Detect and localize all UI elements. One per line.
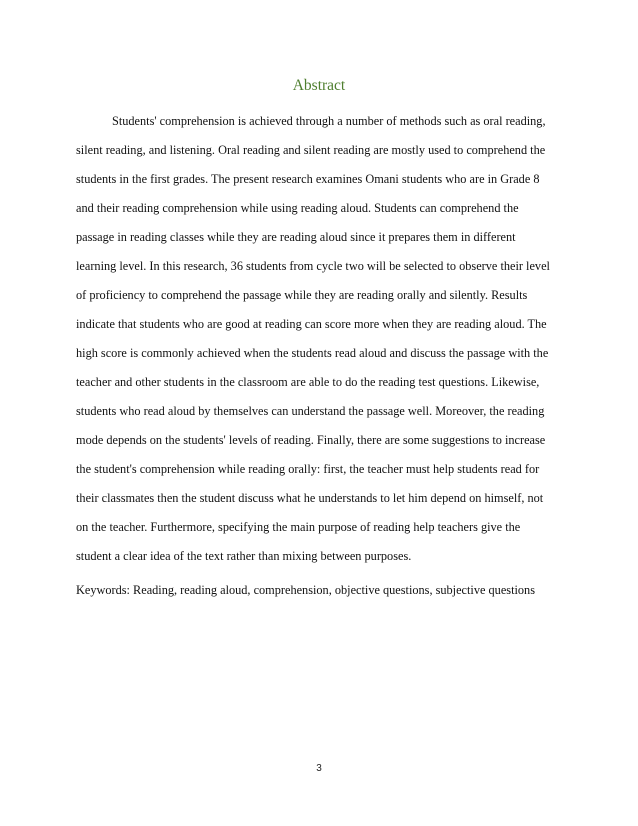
abstract-line: their classmates then the student discuss what he understands to let him depend on himself, not bbox=[76, 491, 544, 505]
abstract-line: student a clear idea of the text rather than mixing between purposes. bbox=[76, 549, 412, 563]
keywords-line: Keywords: Reading, reading aloud, comprehension, objective questions, subjective questions bbox=[76, 583, 535, 597]
abstract-heading: Abstract bbox=[292, 77, 346, 94]
abstract-line: silent reading, and listening. Oral reading and silent reading are mostly used to comprehend the bbox=[76, 143, 546, 157]
page-number: 3 bbox=[316, 763, 322, 774]
abstract-line: indicate that students who are good at reading can score more when they are reading aloud. The bbox=[76, 317, 547, 331]
abstract-line: of proficiency to comprehend the passage while they are reading orally and silently. Results bbox=[76, 288, 528, 302]
abstract-line: teacher and other students in the classroom are able to do the reading test questions. Likewise, bbox=[76, 375, 540, 389]
abstract-line: learning level. In this research, 36 students from cycle two will be selected to observe their level bbox=[76, 259, 550, 273]
abstract-line: the student's comprehension while reading orally: first, the teacher must help students read for bbox=[76, 462, 540, 476]
abstract-line: on the teacher. Furthermore, specifying the main purpose of reading help teachers give the bbox=[76, 520, 521, 534]
abstract-line: and their reading comprehension while using reading aloud. Students can comprehend the bbox=[76, 201, 519, 215]
abstract-line: students in the first grades. The present research examines Omani students who are in Grade 8 bbox=[76, 172, 540, 186]
abstract-line: Students' comprehension is achieved through a number of methods such as oral reading, bbox=[112, 114, 546, 128]
abstract-line: passage in reading classes while they are reading aloud since it prepares them in different bbox=[76, 230, 516, 244]
abstract-line: high score is commonly achieved when the students read aloud and discuss the passage with the bbox=[76, 346, 549, 360]
abstract-line: students who read aloud by themselves can understand the passage well. Moreover, the reading bbox=[76, 404, 545, 418]
abstract-line: mode depends on the students' levels of reading. Finally, there are some suggestions to increase bbox=[76, 433, 546, 447]
